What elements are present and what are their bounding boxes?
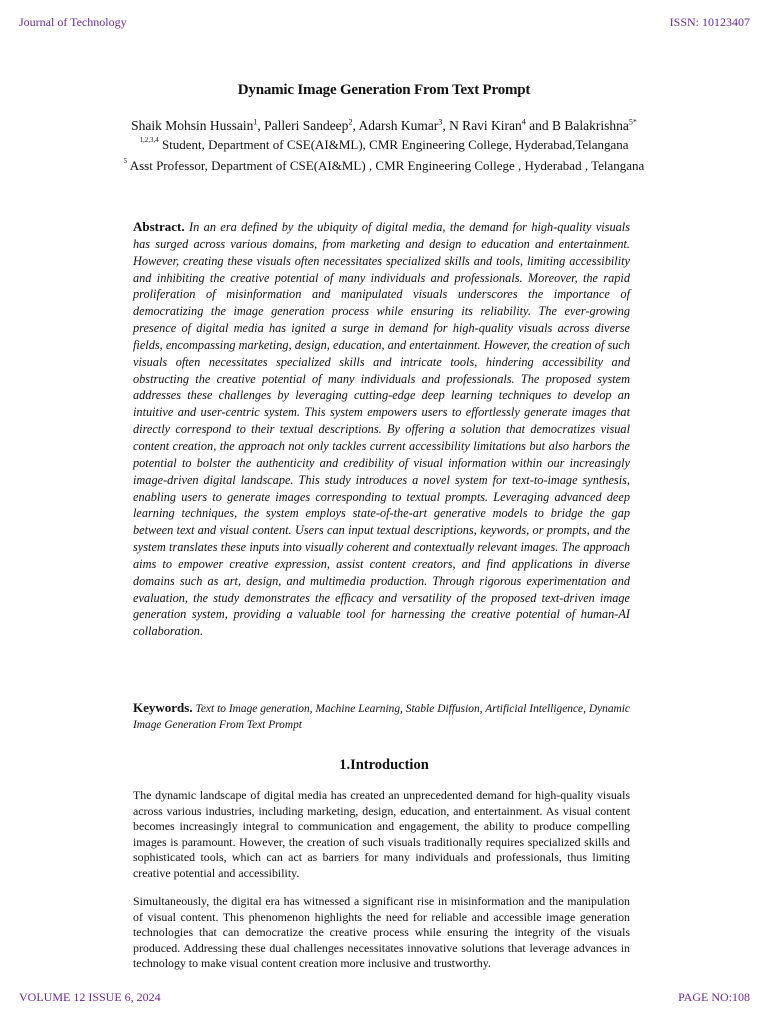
affiliation-sup: 5 bbox=[123, 157, 128, 165]
abstract-label: Abstract. bbox=[133, 219, 185, 234]
affiliation-sup: 1,2,3,4 bbox=[139, 136, 159, 144]
keywords-text: Text to Image generation, Machine Learning, Stable Diffusion, Artificial Intelligence, Dynamic Image Generation From Text Prompt bbox=[133, 703, 630, 731]
author-sup: 4 bbox=[521, 117, 526, 127]
author-name: Palleri Sandeep bbox=[264, 118, 349, 133]
affiliation-text: Asst Professor, Department of CSE(AI&ML) , CMR Engineering College , Hyderabad , Telangana bbox=[127, 158, 645, 173]
author-sep: , bbox=[352, 118, 359, 133]
author-sep: , bbox=[442, 118, 450, 133]
paragraph: The dynamic landscape of digital media has created an unprecedented demand for high-quality visuals across various industries, including marketing, design, education, and entertainment. As visual content becomes increasingly integral to communication and engagement, the ability to produce compelling images is paramount. However, the creation of such visuals traditionally requires specialized skills and sophisticated tools, which can act as barriers for many individuals and professionals, thus limiting creative potential and accessibility. bbox=[133, 788, 630, 880]
page-number: PAGE NO:108 bbox=[678, 990, 750, 1004]
author-sep: and bbox=[525, 118, 553, 133]
author-name: N Ravi Kiran bbox=[449, 118, 522, 133]
abstract bbox=[133, 219, 630, 640]
issn: ISSN: 10123407 bbox=[669, 15, 750, 29]
author-sup: 3 bbox=[438, 117, 443, 127]
keywords bbox=[133, 700, 630, 733]
author-name: Adarsh Kumar bbox=[358, 118, 439, 133]
keywords-label: Keywords. bbox=[133, 700, 193, 715]
abstract-text: In an era defined by the ubiquity of digital media, the demand for high-quality visuals has surged across various domains, from marketing and design to education and entertainment. However, creating these visuals often necessitates specialized skills and tools, limiting accessibility and inhibiting the creative potential of many individuals and professionals. Moreover, the rapid proliferation of misinformation and manipulated visuals underscores the importance of democratizing the image generation process while ensuring its reliability. The ever-growing presence of digital media has ignited a surge in demand for high-quality visuals across diverse fields, encompassing marketing, design, education, and entertainment. However, the creation of such visuals often necessitates specialized skills and intricate tools, hindering accessibility and obstructing the creative potential of many individuals and professionals. The proposed system addresses these challenges by leveraging cutting-edge deep learning techniques to develop an intuitive and user-centric system. This system empowers users to effortlessly generate images that directly correspond to their textual descriptions. By offering a solution that democratizes visual content creation, the approach not only tackles current accessibility limitations but also harbors the potential to bolster the authenticity and credibility of visual information within our increasingly image-driven digital landscape. This study introduces a novel system for text-to-image synthesis, enabling users to generate images corresponding to textual prompts. Leveraging advanced deep learning techniques, the system employs state-of-the-art generative models to bridge the gap between text and visual content. Users can input textual descriptions, keywords, or prompts, and the system translates these inputs into visually coherent and contextually relevant images. The approach aims to empower creative expression, assist content creators, and find applications in diverse domains such as art, design, and multimedia production. Through rigorous experimentation and evaluation, the study demonstrates the efficacy and versatility of the proposed text-driven image generation system, providing a valuable tool for harnessing the creative potential of human-AI collaboration. bbox=[133, 220, 630, 639]
volume-issue: VOLUME 12 ISSUE 6, 2024 bbox=[19, 990, 161, 1004]
author-name: B Balakrishna bbox=[552, 118, 629, 133]
author-list bbox=[0, 117, 768, 135]
author-sep: , bbox=[257, 118, 265, 133]
paragraph: Simultaneously, the digital era has witnessed a significant rise in misinformation and the manipulation of visual content. This phenomenon highlights the need for reliable and accessible image generation technologies that can democratize the creative process while ensuring the integrity of the visuals produced. Addressing these dual challenges necessitates innovative solutions that leverage advances in technology to make visual content creation more inclusive and trustworthy. bbox=[133, 894, 630, 971]
author-sup: 1 bbox=[253, 117, 258, 127]
journal-name: Journal of Technology bbox=[19, 15, 127, 29]
affiliation-students bbox=[0, 137, 768, 153]
author-sup: 2 bbox=[348, 117, 353, 127]
author-name: Shaik Mohsin Hussain bbox=[131, 118, 254, 133]
affiliation-text: Student, Department of CSE(AI&ML), CMR Engineering College, Hyderabad,Telangana bbox=[158, 137, 629, 152]
section-heading-introduction: 1.Introduction bbox=[339, 757, 429, 773]
affiliation-professor bbox=[0, 158, 768, 174]
author-sup: 5* bbox=[628, 117, 637, 127]
paper-title: Dynamic Image Generation From Text Prompt bbox=[237, 82, 531, 98]
